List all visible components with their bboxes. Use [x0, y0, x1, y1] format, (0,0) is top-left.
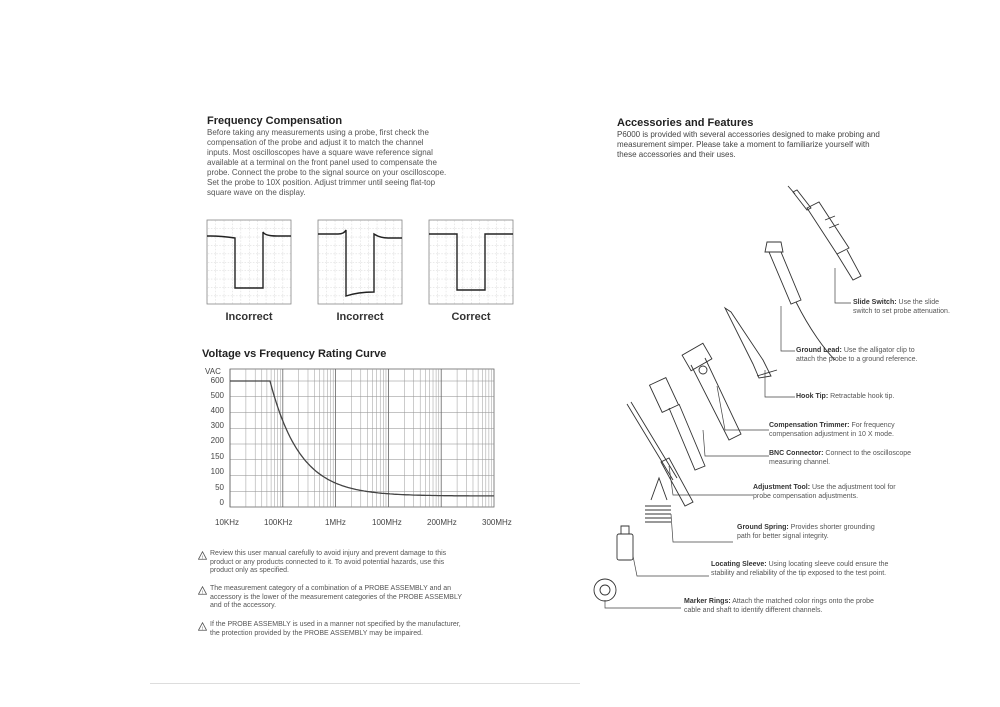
- chart-vertical-grid: [230, 369, 492, 507]
- callout-text: Use the adjustment tool for: [811, 484, 896, 491]
- freq-comp-title: Frequency Compensation: [207, 115, 343, 127]
- marker-rings-illustration: [594, 579, 616, 601]
- adjustment-rod-illustration: [627, 402, 693, 506]
- freq-comp-line: Before taking any measurements using a probe, first check the: [207, 128, 429, 137]
- callout-text: Use the slide: [898, 299, 939, 306]
- x-tick-label: 100KHz: [264, 518, 293, 527]
- voltage-frequency-chart: [226, 365, 498, 513]
- warning-line: The measurement category of a combination of a PROBE ASSEMBLY and an: [210, 585, 451, 592]
- y-tick-label: 500: [210, 391, 224, 400]
- y-tick-label: 50: [215, 483, 224, 492]
- callout-text: switch to set probe attenuation.: [853, 307, 950, 315]
- x-tick-label: 1MHz: [325, 518, 346, 527]
- callout-text: path for better signal integrity.: [737, 532, 829, 540]
- waveform-correct: [429, 220, 513, 304]
- callout-marker-rings: [684, 598, 874, 615]
- warning-triangle-icon: [198, 622, 207, 631]
- waveform-label: Correct: [451, 311, 491, 323]
- y-tick-label: 0: [219, 498, 224, 507]
- ground-lead-illustration: [765, 242, 835, 360]
- locating-sleeve-illustration: [617, 526, 633, 560]
- y-tick-label: 100: [210, 467, 224, 476]
- svg-text:!: !: [201, 555, 204, 560]
- callout-text: Connect to the oscilloscope: [825, 450, 912, 457]
- freq-comp-line: Set the probe to 10X position. Adjust trimmer until seeing flat-top: [207, 178, 436, 187]
- warning-line: and of the accessory.: [210, 602, 277, 609]
- callout-name: Adjustment Tool:: [753, 484, 811, 491]
- x-tick-label: 200MHz: [427, 518, 457, 527]
- freq-comp-line: inputs. Most oscilloscopes have a square wave reference signal: [207, 148, 433, 157]
- callout-slide-switch: [853, 299, 950, 316]
- callout-ground-spring: [737, 524, 875, 541]
- freq-comp-line: probe. Connect the probe to the signal source on your oscilloscope.: [207, 168, 447, 177]
- waveform-undershoot: [318, 220, 402, 304]
- x-tick-label: 100MHz: [372, 518, 402, 527]
- probe-body-illustration: [788, 186, 861, 280]
- callout-name: Ground Spring:: [737, 524, 789, 531]
- page-bottom-rule: [150, 683, 580, 684]
- y-tick-label: 200: [210, 436, 224, 445]
- callout-compensation-trimmer: [769, 422, 895, 439]
- callout-text: Provides shorter grounding: [790, 524, 875, 531]
- callout-name: Ground Lead:: [796, 347, 842, 354]
- callout-ground-lead: [796, 347, 917, 364]
- svg-text:!: !: [201, 590, 204, 595]
- callout-name: BNC Connector:: [769, 450, 824, 457]
- callout-hook-tip: [796, 393, 894, 402]
- callout-text: attach the probe to a ground reference.: [796, 355, 918, 363]
- waveform-label: Incorrect: [225, 311, 273, 323]
- waveform-overshoot: [207, 220, 291, 304]
- callout-text: Using locating sleeve could ensure the: [768, 561, 889, 568]
- accessories-intro-line: P6000 is provided with several accessories designed to make probing and: [617, 130, 880, 139]
- warning-triangle-icon: [198, 551, 207, 560]
- callout-text: measuring channel.: [769, 458, 831, 466]
- freq-comp-line: available at a terminal on the front panel used to compensate the: [207, 158, 437, 167]
- y-tick-label: 600: [210, 376, 224, 385]
- series-line-voltage-rating: [230, 381, 494, 496]
- callout-locating-sleeve: [711, 561, 888, 578]
- callout-name: Slide Switch:: [853, 299, 897, 306]
- warning-line: product or any products connected to it. To avoid potential hazards, use this: [210, 558, 445, 566]
- y-tick-label: 300: [210, 421, 224, 430]
- warning-line: If the PROBE ASSEMBLY is used in a manner not specified by the manufacturer,: [210, 621, 461, 628]
- callout-text: Use the alligator clip to: [843, 347, 915, 354]
- accessories-title: Accessories and Features: [617, 117, 754, 129]
- callout-name: Locating Sleeve:: [711, 561, 767, 568]
- callout-name: Hook Tip:: [796, 393, 829, 400]
- waveform-label: Incorrect: [336, 311, 384, 323]
- freq-comp-paragraph: [207, 128, 446, 198]
- y-tick-label: 400: [210, 406, 224, 415]
- callout-bnc-connector: [769, 450, 911, 467]
- accessories-intro-line: these accessories and their uses.: [617, 150, 736, 159]
- y-tick-label: 150: [210, 452, 224, 461]
- warning-line: product only as specified.: [210, 567, 289, 574]
- warning-line: accessory is the lower of the measurement categories of the PROBE ASSEMBLY: [210, 593, 462, 601]
- accessories-illustration: [585, 180, 1000, 620]
- callout-text: stability and reliability of the tip exposed to the test point.: [711, 569, 887, 577]
- x-tick-label: 10KHz: [215, 518, 240, 527]
- warning-line: the protection provided by the PROBE ASSEMBLY may be impaired.: [210, 629, 423, 637]
- ground-spring-illustration: [645, 478, 671, 522]
- waveform-diagrams: [205, 218, 515, 308]
- accessories-intro: [617, 130, 880, 160]
- chart-horizontal-grid: [230, 381, 494, 507]
- hook-tip-illustration: [725, 308, 777, 378]
- freq-comp-line: compensation of the probe and adjust it to match the channel: [207, 138, 424, 147]
- callout-name: Marker Rings:: [684, 598, 731, 605]
- freq-comp-line: square wave on the display.: [207, 188, 306, 197]
- warning-triangle-icon: [198, 586, 207, 595]
- callout-text: probe compensation adjustments.: [753, 492, 859, 500]
- x-tick-label: 300MHz: [482, 518, 512, 527]
- svg-text:!: !: [201, 626, 204, 631]
- y-axis-label: VAC: [205, 367, 221, 376]
- adjustment-tool-illustration: [650, 378, 705, 470]
- chart-title: Voltage vs Frequency Rating Curve: [202, 348, 387, 360]
- callout-text: cable and shaft to identify different channels.: [684, 606, 823, 614]
- callout-text: Attach the matched color rings onto the probe: [732, 598, 874, 605]
- warning-line: Review this user manual carefully to avoid injury and prevent damage to this: [210, 550, 447, 557]
- callout-text: For frequency: [851, 422, 895, 429]
- callout-text: compensation adjustment in 10 X mode.: [769, 430, 894, 438]
- bnc-connector-illustration: [682, 343, 741, 440]
- callout-name: Compensation Trimmer:: [769, 422, 850, 429]
- callout-adjustment-tool: [753, 484, 896, 501]
- callout-text: Retractable hook tip.: [830, 393, 895, 400]
- accessories-intro-line: measurement simper. Please take a moment to familiarize yourself with: [617, 140, 870, 149]
